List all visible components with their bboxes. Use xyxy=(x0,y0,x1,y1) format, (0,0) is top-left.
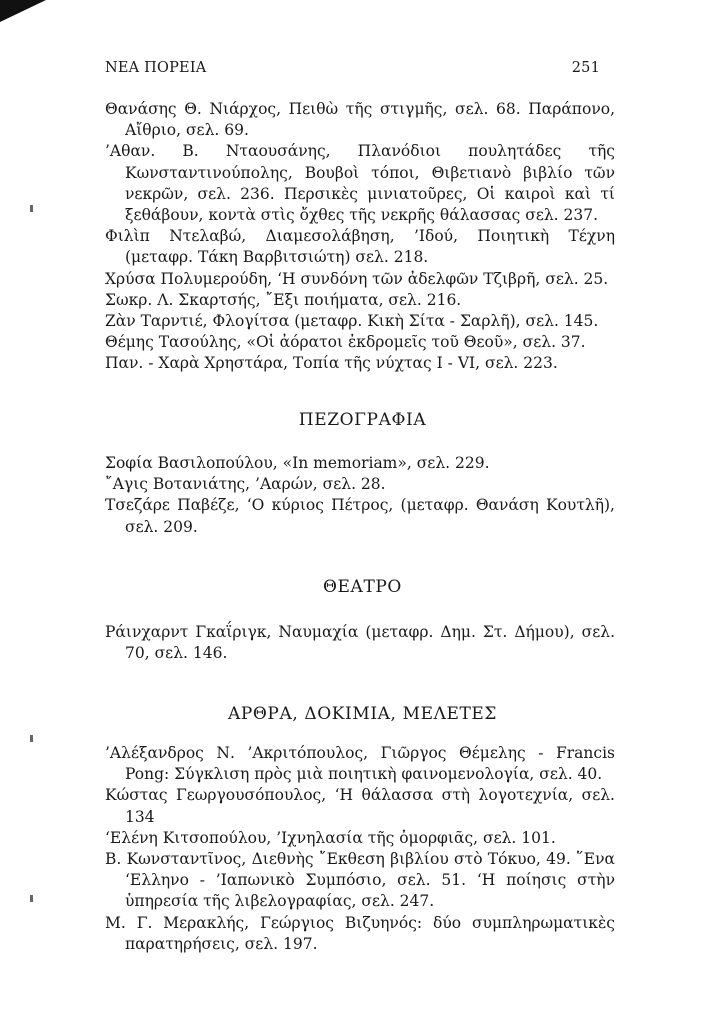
list-item: Σωκρ. Λ. Σκαρτσής, ῎Εξι ποιήματα, σελ. 216. xyxy=(105,290,462,309)
list-item: Παν. - Χαρὰ Χρηστάρα, Τοπία τῆς νύχτας I - VI, σελ. 223. xyxy=(105,354,558,373)
list-item: ῎Αγις Βοτανιάτης, ’Ααρών, σελ. 28. xyxy=(105,475,386,494)
list-item: Κώστας Γεωργουσόπουλος, ‘Η θάλασσα στὴ λογοτεχνία, σελ. 134 xyxy=(105,786,615,826)
margin-mark xyxy=(30,735,33,742)
prose-list xyxy=(105,453,615,538)
list-item: Β. Κωνσταντῖνος, Διεθνὴς ῎Εκθεση βιβλίου στὸ Τόκυο, 49. ῞Ενα ‘Ελληνο - ’Ιαπωνικὸ Συμπόσιο, σελ. 51. ‘Η ποίησις στὴν ὑπηρεσία τῆς λιβελογραφίας, σελ. 247. xyxy=(105,850,615,911)
articles-list xyxy=(105,743,615,955)
list-item: Θανάσης Θ. Νιάρχος, Πειθὼ τῆς στιγμῆς, σελ. 68. Παράπονο, Αἴθριο, σελ. 69. xyxy=(105,100,615,140)
poetry-list xyxy=(105,99,615,375)
section-title-articles: ΑΡΘΡΑ, ΔΟΚΙΜΙΑ, ΜΕΛΕΤΕΣ xyxy=(227,704,498,724)
list-item: ’Αλέξανδρος Ν. ’Ακριτόπουλος, Γιῶργος Θέμελης - Francis Pong: Σύγκλιση πρὸς μιὰ ποιητικὴ φαινομενολογία, σελ. 40. xyxy=(105,744,615,784)
list-item: Τσεζάρε Παβέζε, ‘Ο κύριος Πέτρος, (μεταφρ. Θανάση Κουτλῆ), σελ. 209. xyxy=(105,496,615,536)
list-item: Ζὰν Ταρντιέ, Φλογίτσα (μεταφρ. Κικὴ Σίτα - Σαρλῆ), σελ. 145. xyxy=(105,312,599,331)
theatre-list xyxy=(105,622,615,664)
running-title: ΝΕΑ ΠΟΡΕΙΑ xyxy=(105,60,207,76)
section-title-theatre: ΘΕΑΤΡΟ xyxy=(323,577,402,597)
list-item: Φιλὶπ Ντελαβώ, Διαμεσολάβηση, ’Ιδού, Ποιητικὴ Τέχνη (μεταφρ. Τάκη Βαρβιτσιώτη) σελ. 218. xyxy=(105,227,615,267)
page-corner-shadow xyxy=(0,0,46,22)
list-item: Ράινχαρντ Γκαΐριγκ, Ναυμαχία (μεταφρ. Δημ. Στ. Δήμου), σελ. 70, σελ. 146. xyxy=(105,623,615,663)
margin-mark xyxy=(30,205,33,212)
page-number: 251 xyxy=(571,60,600,76)
list-item: ’Αθαν. Β. Νταουσάνης, Πλανόδιοι πουλητάδες τῆς Κωνσταντινούπολης, Βουβοὶ τόποι, Θιβετιανὸ βιβλίο τῶν νεκρῶν, σελ. 236. Περσικὲς μινιατοῦρες, Οἱ καιροὶ καὶ τί ξεθάβουν, κοντὰ στὶς ὄχθες τῆς νεκρῆς θάλασσας σελ. 237. xyxy=(105,142,615,225)
list-item: Μ. Γ. Μερακλής, Γεώργιος Βιζυηνός: δύο συμπληρωματικὲς παρατηρήσεις, σελ. 197. xyxy=(105,913,615,953)
list-item: Σοφία Βασιλοπούλου, «In memoriam», σελ. 229. xyxy=(105,454,490,472)
list-item: Θέμης Τασούλης, «Οἱ ἀόρατοι ἐκδρομεῖς τοῦ Θεοῦ», σελ. 37. xyxy=(105,333,586,352)
page-header xyxy=(105,60,600,76)
list-item: ‘Ελένη Κιτσοπούλου, ’Ιχνηλασία τῆς ὀμορφιᾶς, σελ. 101. xyxy=(105,828,556,847)
section-title-prose: ΠΕΖΟΓΡΑΦΙΑ xyxy=(298,410,427,430)
margin-mark xyxy=(30,895,33,902)
list-item: Χρύσα Πολυμερούδη, ‘Η συνδόνη τῶν ἀδελφῶν Τζιβρῆ, σελ. 25. xyxy=(105,269,609,288)
